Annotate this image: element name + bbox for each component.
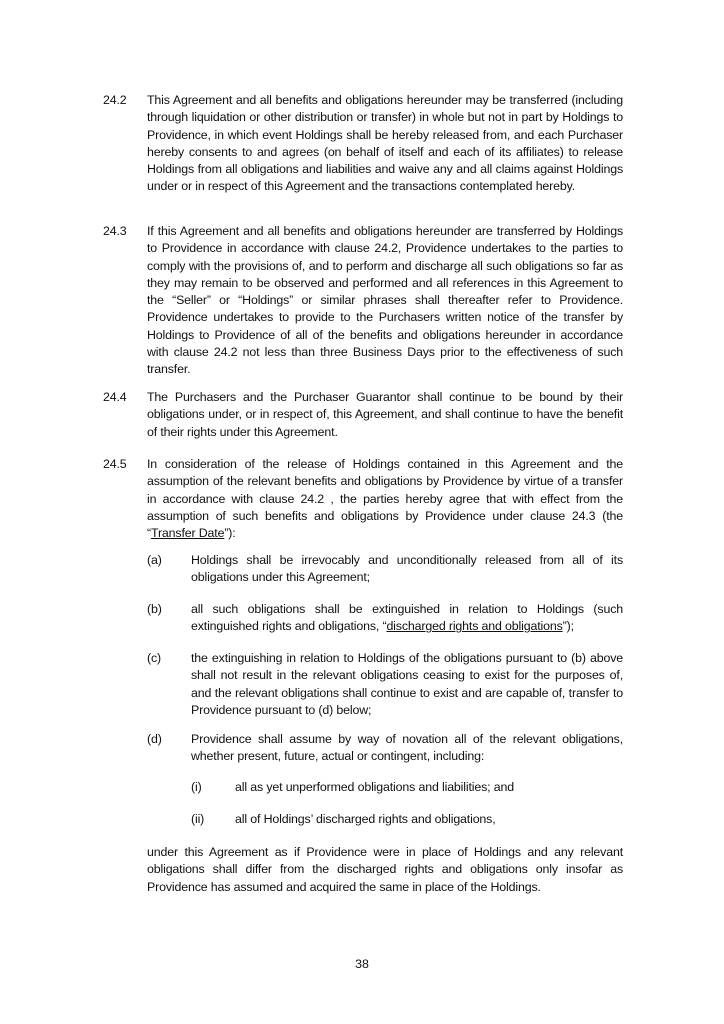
clause-24-5 [103, 456, 623, 542]
defined-term-transfer-date: Transfer Date [150, 526, 225, 541]
clause-text: If this Agreement and all benefits and obligations hereunder are transferred by Holdings to Providence in accordance with clause 24.2, Providence undertakes to the parties to comply with the provisions of, and to perform and discharge all such obligations so far as they may remain to be observed and performed and all references in this Agreement to the “Seller” or “Holdings” or similar phrases shall thereafter refer to Providence. Providence undertakes to provide to the Purchasers written notice of the transfer by Holdings to Providence of all of the benefits and obligations hereunder in accordance with clause 24.2 not less than three Business Days prior to the effectiveness of such transfer. [147, 224, 623, 377]
clause-text: The Purchasers and the Purchaser Guarantor shall continue to be bound by their obligations under, or in respect of, this Agreement, and shall continue to have the benefit of their rights under this Agreement. [147, 390, 623, 439]
subclause-number: (b) [147, 602, 162, 616]
defined-term-discharged-rights: discharged rights and obligations [386, 619, 563, 634]
page-number: 38 [355, 957, 369, 971]
clause-text-before: In consideration of the release of Holdings contained in this Agreement and the assumption of the relevant benefits and obligations by Providence by virtue of a transfer in accordance with clause 24.2 , the parties hereby agree that with effect from the assumption of such benefits and obligations by Providence under clause 24.3 (the “ [147, 457, 623, 541]
item-ii [191, 811, 623, 828]
subclause-number: (d) [147, 732, 162, 746]
item-i [191, 779, 623, 796]
subclause-text [191, 601, 623, 636]
clause-24-2 [103, 92, 623, 196]
subclause-b [147, 601, 623, 636]
subclause-text-after: ”); [562, 619, 574, 634]
closing-paragraph: under this Agreement as if Providence were in place of Holdings and any relevant obligations shall differ from the discharged rights and obligations only insofar as Providence has assumed and acquired the same in place of the Holdings. [147, 845, 623, 894]
subclause-a [147, 552, 623, 587]
clause-text: This Agreement and all benefits and obligations hereunder may be transferred (including through liquidation or other distribution or transfer) in whole but not in part by Holdings to Providence, in which event Holdings shall be hereby released from, and each Purchaser hereby consents to and agrees (on behalf of itself and each of its affiliates) to release Holdings from all obligations and liabilities and waive any and all claims against Holdings under or in respect of this Agreement and the transactions contemplated hereby. [147, 93, 623, 194]
subclause-text-before: all such obligations shall be extinguished in relation to Holdings (such extinguished rights and obligations, “ [191, 602, 623, 634]
clause-number: 24.2 [103, 93, 127, 107]
clause-number: 24.4 [103, 390, 127, 404]
subclause-number: (c) [147, 651, 161, 665]
subclause-text: Providence shall assume by way of novation all of the relevant obligations, whether present, future, actual or contingent, including: [191, 732, 623, 764]
clause-24-4 [103, 389, 623, 441]
item-number: (ii) [191, 812, 205, 826]
item-text: all as yet unperformed obligations and liabilities; and [235, 780, 514, 794]
subclause-text: Holdings shall be irrevocably and unconditionally released from all of its obligations under this Agreement; [191, 553, 623, 585]
item-number: (i) [191, 780, 202, 794]
subclause-c [147, 650, 623, 719]
subclause-number: (a) [147, 553, 162, 567]
clause-text [147, 456, 623, 542]
clause-number: 24.5 [103, 457, 127, 471]
clause-24-3 [103, 223, 623, 379]
clause-number: 24.3 [103, 224, 127, 238]
subclause-text: the extinguishing in relation to Holdings of the obligations pursuant to (b) above shall not result in the relevant obligations ceasing to exist for the purposes of, and the relevant obligations shall continue to exist and are capable of, transfer to Providence pursuant to (d) below; [191, 651, 623, 717]
clause-text-after: ”): [224, 526, 236, 541]
item-text: all of Holdings’ discharged rights and obligations, [235, 812, 496, 826]
subclause-d [147, 731, 623, 766]
